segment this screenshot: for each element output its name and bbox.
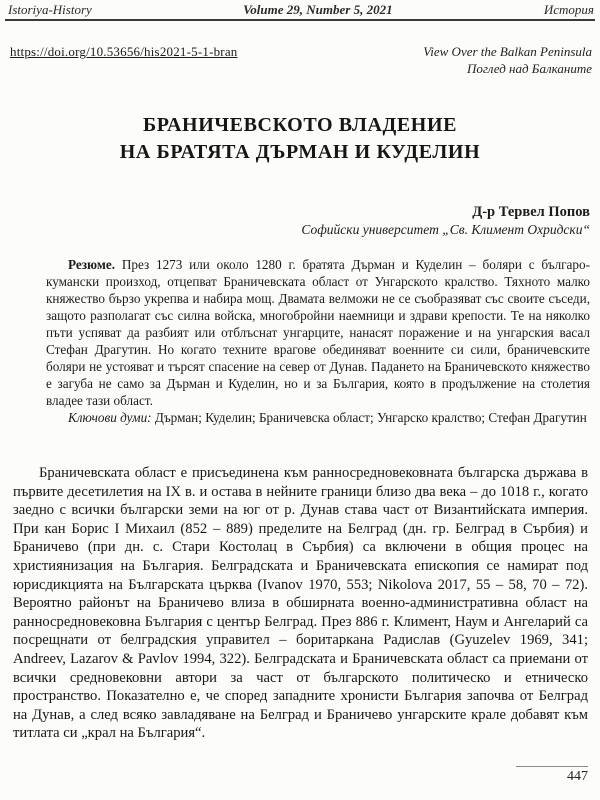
journal-name-latin: Istoriya-History xyxy=(8,2,92,17)
article-body xyxy=(13,464,588,743)
author-block xyxy=(100,203,590,238)
volume-issue: Volume 29, Number 5, 2021 xyxy=(243,2,393,17)
section-title-en: View Over the Balkan Peninsula xyxy=(423,44,592,59)
page-footer xyxy=(516,766,588,785)
keywords-paragraph xyxy=(46,409,590,426)
article-title-line2: НА БРАТЯТА ДЪРМАН И КУДЕЛИН xyxy=(119,141,481,163)
journal-name-cyrillic: История xyxy=(543,2,594,17)
body-paragraph: Браничевската област е присъединена към ранносредновековната българска държава в първите десетилетия на IX в. и остава в нейните граници близо два века – до 1018 г., когато заедно с всички български земи на юг от р. Дунав става част от Византийската империя. При кан Борис I Михаил (852 – 889) пределите на Белград (дн. гр. Белград в Сърбия) и Браничево (при дн. с. Стари Костолац в Сърбия) са включени в общия процес на християнизация на България. Белградската и Браничевската епископия се намират под юрисдикцията на Българската църква (Ivanov 1970, 553; Nikolova 2017, 55 – 58, 70 – 72). Вероятно районът на Браничево влиза в обширната военно-административна област на ранносредновековна България с център Белград. През 886 г. Климент, Наум и Ангеларий са посрещнати от белградския управител – боритаркана Радислав (Gyuzelev 1969, 341; Andreev, Lazarov & Pavlov 1994, 322). Белградската и Браничевската област са приемани от всички средновековни автори за част от българското политическо и етническо пространство. Показателно е, че според западните хронисти България започва от Белград на Дунав, а след всяко завладяване на Белград и Браничево унгарските крале добавят към титлата си „крал на България“. xyxy=(13,465,588,742)
article-title-line1: БРАНИЧЕВСКОТО ВЛАДЕНИЕ xyxy=(142,114,458,136)
keywords-label: Ключови думи: xyxy=(68,410,152,425)
section-title-bg: Поглед над Балканите xyxy=(466,60,592,76)
abstract xyxy=(46,256,590,426)
section-titles xyxy=(423,44,592,77)
author-affiliation: Софийски университет „Св. Климент Охридски“ xyxy=(301,222,590,237)
page-number: 447 xyxy=(567,769,588,784)
doi-link[interactable]: https://doi.org/10.53656/his2021-5-1-bran xyxy=(10,44,238,59)
abstract-paragraph xyxy=(46,256,590,409)
running-head xyxy=(8,2,594,18)
article-title xyxy=(0,112,600,166)
keywords-text: Дърман; Куделин; Браничевска област; Унгарско кралство; Стефан Драгутин xyxy=(151,410,587,425)
abstract-text: През 1273 или около 1280 г. братята Дърман и Куделин – боляри с българо-кумански произход, отцепват Браничевската област от Унгарското кралство. Тяхното малко княжество бързо укрепва и набира мощ. Двамата велможи не се съобразяват със своите съседи, защото разполагат със силна войска, многобройни наемници и здрави крепости. Те на няколко пъти успяват да разбият или отблъснат унгарците, нанасят поражение и на унгарския васал Стефан Драгутин. Но когато техните врагове обединяват военните си сили, браничевските боляри не устояват и търсят спасение на север от Дунав. Падането на Браничевското княжество е загуба не само за Дърман и Куделин, но и за България, която в продължение на столетия владее тази област. xyxy=(46,257,590,408)
abstract-label: Резюме. xyxy=(68,257,116,272)
doi-row xyxy=(10,44,592,77)
header-rule xyxy=(5,19,595,21)
author-name: Д-р Тервел Попов xyxy=(472,204,590,220)
